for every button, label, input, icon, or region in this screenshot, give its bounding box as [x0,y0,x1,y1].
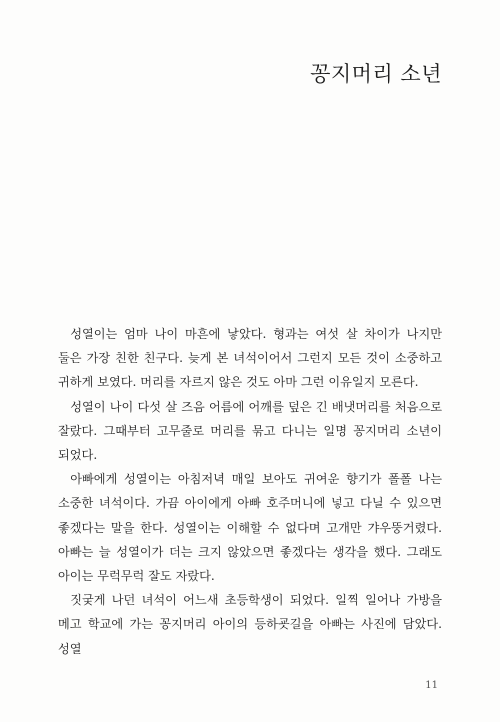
page-number: 11 [425,680,438,691]
body-text [58,322,442,661]
paragraph: 짓궂게 나던 녀석이 어느새 초등학생이 되었다. 일찍 일어나 가방을 메고 학교에 가는 꽁지머리 아이의 등하굣길을 아빠는 사진에 담았다. 성열 [58,593,442,656]
chapter-title: 꽁지머리 소년 [310,62,442,86]
paragraph: 성열이 나이 다섯 살 즈음 어름에 어깨를 덮은 긴 배냇머리를 처음으로 잘랐다. 그때부터 고무줄로 머리를 묶고 다니는 일명 꽁지머리 소년이 되었다. [58,399,442,463]
paragraph: 아빠에게 성열이는 아침저녁 매일 보아도 귀여운 향기가 폴폴 나는 소중한 녀석이다. 가끔 아이에게 아빠 호주머니에 넣고 다닐 수 있으면 좋겠다는 말을 한다. 성열이는 이해할 수 없다며 고개만 갸우뚱거렸다. 아빠는 늘 성열이가 더는 크지 않았으면 좋겠다는 생각을 했다. 그래도 아이는 무럭무럭 잘도 자랐다. [58,472,442,584]
paragraph: 성열이는 엄마 나이 마흔에 낳았다. 형과는 여섯 살 차이가 나지만 둘은 가장 친한 친구다. 늦게 본 녀석이어서 그런지 모든 것이 소중하고 귀하게 보였다. 머리를 자르지 않은 것도 아마 그런 이유일지 모른다. [58,327,442,390]
